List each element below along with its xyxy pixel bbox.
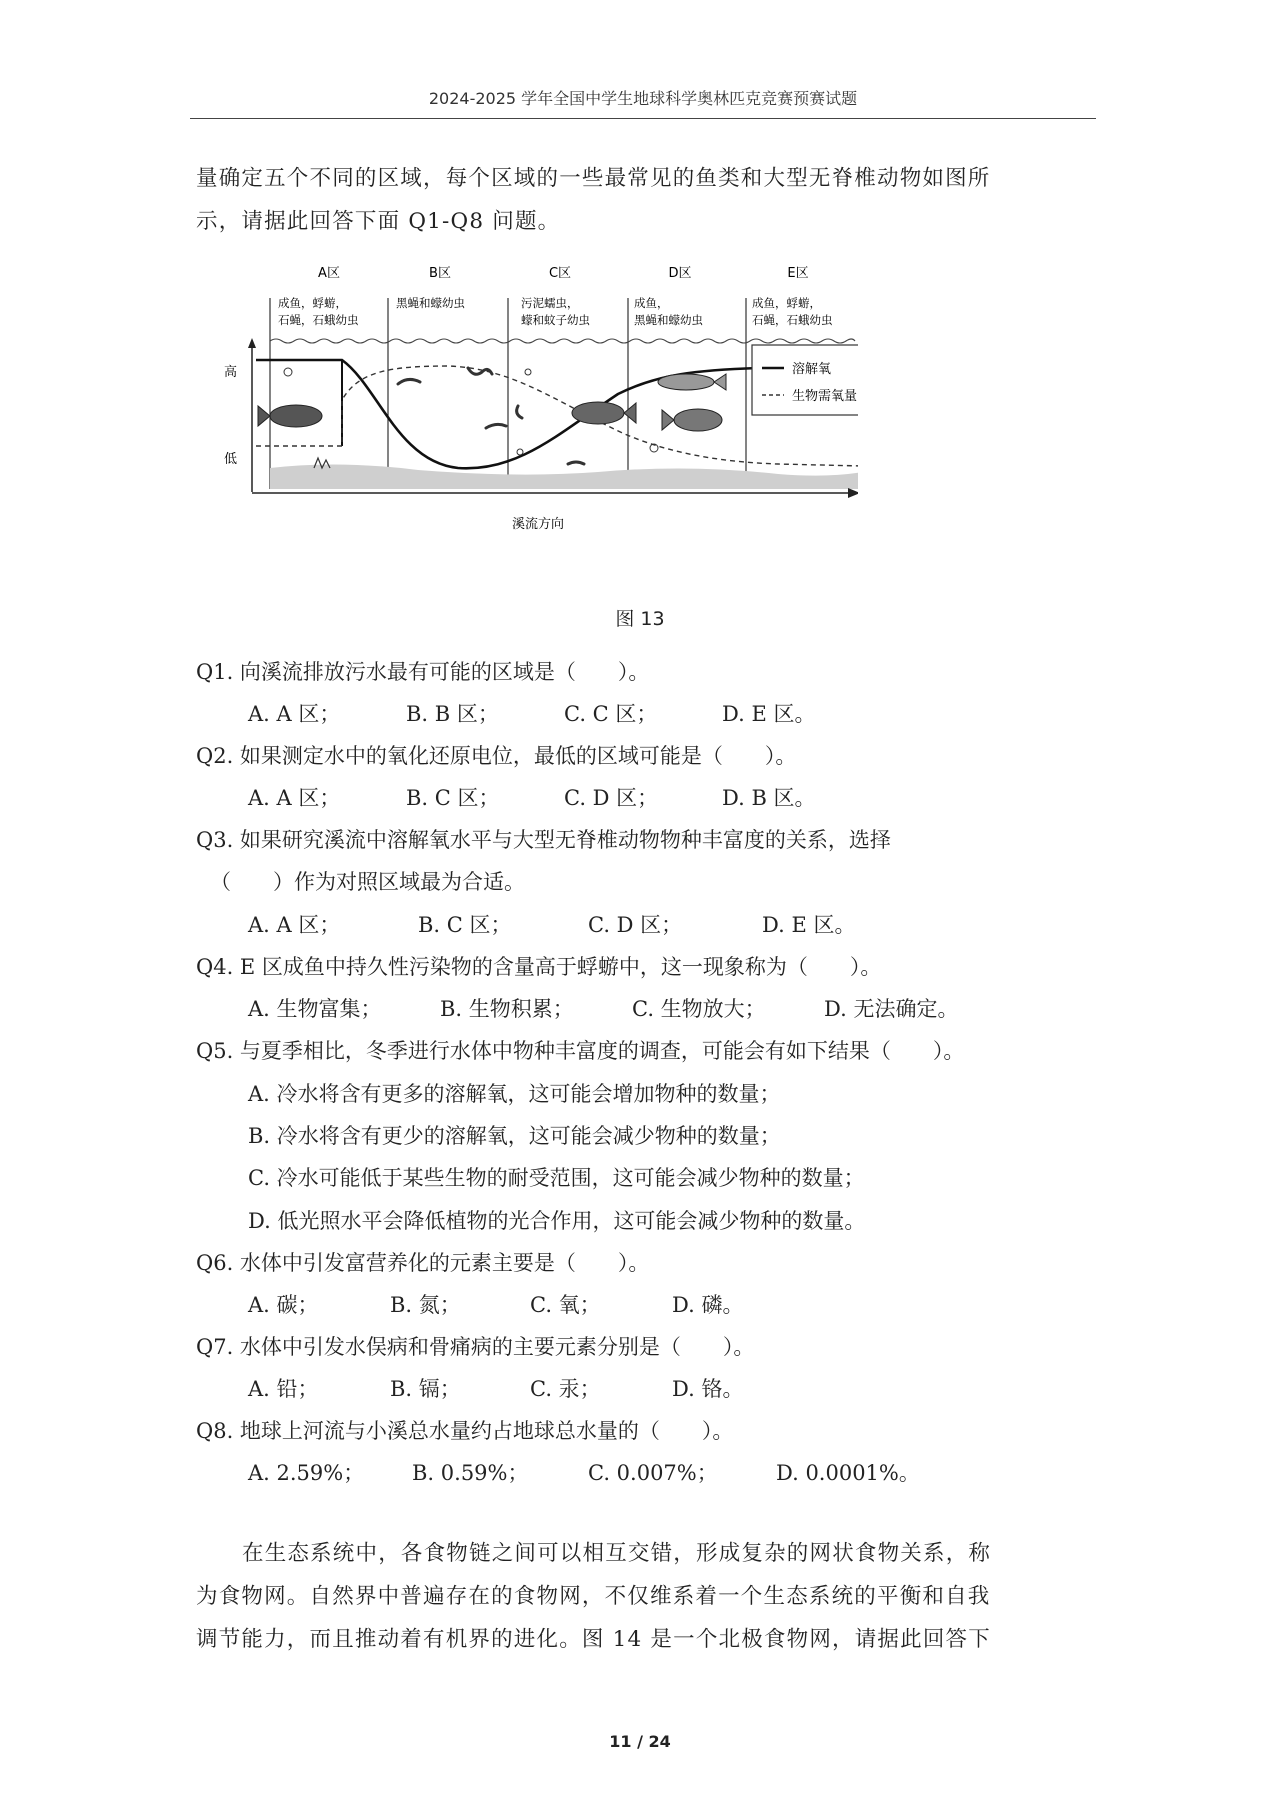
legend-box	[752, 345, 858, 415]
option-b: B. 冷水将含有更少的溶解氧，这可能会减少物种的数量；	[248, 1124, 781, 1148]
figure-caption: 图 13	[615, 608, 665, 630]
question-3-continued: （ ）作为对照区域最为合适。	[210, 870, 525, 894]
question-3: Q3. 如果研究溪流中溶解氧水平与大型无脊椎动物物种丰富度的关系，选择	[196, 828, 891, 852]
page-number: 11 / 24	[609, 1732, 671, 1751]
option-b: B. C 区；	[418, 913, 512, 937]
worm-icon	[468, 368, 492, 374]
zone-label-b: B区	[429, 266, 451, 281]
worm-icon	[517, 406, 522, 418]
stream-zones-figure	[218, 256, 858, 596]
option-b: B. 镉；	[390, 1377, 461, 1401]
zone-e-organisms-2: 石蝇，石蛾幼虫	[752, 313, 833, 327]
option-a: A. A 区；	[248, 702, 341, 726]
fish-icon-zone-e-lower	[662, 409, 722, 431]
option-d: D. 无法确定。	[824, 997, 959, 1021]
option-b: B. B 区；	[406, 702, 499, 726]
option-a: A. 铅；	[248, 1377, 319, 1401]
food-web-line-2: 为食物网。自然界中普遍存在的食物网，不仅维系着一个生态系统的平衡和自我	[196, 1584, 991, 1609]
option-b: B. 0.59%；	[412, 1461, 529, 1485]
option-a: A. 生物富集；	[248, 997, 382, 1021]
zone-label-c: C区	[548, 266, 572, 281]
y-axis-high-label: 高	[224, 365, 238, 380]
zone-a-organisms-2: 石蝇，石蛾幼虫	[278, 313, 359, 327]
question-8: Q8. 地球上河流与小溪总水量约占地球总水量的（ ）。	[196, 1419, 734, 1443]
option-c: C. 汞；	[530, 1377, 601, 1401]
insect-icon	[284, 368, 292, 376]
option-a: A. 碳；	[248, 1293, 319, 1317]
fish-icon-zone-e-upper	[658, 374, 726, 390]
option-c: C. 生物放大；	[632, 997, 766, 1021]
option-b: B. 生物积累；	[440, 997, 574, 1021]
option-c: C. 冷水可能低于某些生物的耐受范围，这可能会减少物种的数量；	[248, 1166, 865, 1190]
option-c: C. D 区；	[564, 786, 659, 810]
food-web-line-1-text: 在生态系统中，各食物链之间可以相互交错，形成复杂的网状食物关系，称	[242, 1541, 992, 1566]
option-b: B. C 区；	[406, 786, 500, 810]
question-5: Q5. 与夏季相比，冬季进行水体中物种丰富度的调查，可能会有如下结果（ ）。	[196, 1039, 965, 1063]
option-d: D. 低光照水平会降低植物的光合作用，这可能会减少物种的数量。	[248, 1209, 866, 1233]
insect-icon	[525, 369, 531, 375]
x-axis-label: 溪流方向	[511, 517, 565, 532]
zone-label-e: E区	[787, 266, 809, 281]
water-surface-wave	[270, 339, 855, 343]
y-axis-low-label: 低	[224, 452, 238, 467]
option-c: C. D 区；	[588, 913, 683, 937]
insect-icon	[517, 449, 523, 455]
header-divider	[190, 118, 1096, 119]
zone-e-organisms-1: 成鱼，蜉蝣，	[752, 296, 821, 310]
zone-d-organisms-2: 黑蝇和蠓幼虫	[634, 313, 703, 327]
option-d: D. 磷。	[672, 1293, 744, 1317]
option-d: D. E 区。	[722, 702, 816, 726]
zone-c-organisms-1: 污泥蠕虫，	[521, 296, 579, 310]
worm-icon	[568, 462, 584, 464]
page-header: 2024-2025 学年全国中学生地球科学奥林匹克竞赛预赛试题	[428, 89, 858, 108]
option-d: D. B 区。	[722, 786, 816, 810]
food-web-line-1	[196, 1532, 1094, 1575]
question-2: Q2. 如果测定水中的氧化还原电位，最低的区域可能是（ ）。	[196, 744, 797, 768]
option-c: C. C 区；	[564, 702, 658, 726]
option-d: D. 铬。	[672, 1377, 744, 1401]
food-web-paragraph	[196, 1532, 1094, 1661]
worm-icon	[398, 379, 420, 384]
option-b: B. 氮；	[390, 1293, 461, 1317]
option-a: A. 2.59%；	[248, 1461, 365, 1485]
worm-icon	[486, 424, 506, 428]
option-a: A. A 区；	[248, 913, 341, 937]
intro-line-1: 量确定五个不同的区域，每个区域的一些最常见的鱼类和大型无脊椎动物如图所	[196, 166, 991, 191]
streambed	[270, 464, 858, 489]
zone-label-a: A区	[318, 266, 340, 281]
zone-d-organisms-1: 成鱼，	[634, 296, 669, 310]
zone-c-organisms-2: 蠓和蚊子幼虫	[521, 313, 590, 327]
food-web-line-3: 调节能力，而且推动着有机界的进化。图 14 是一个北极食物网，请据此回答下	[196, 1627, 991, 1652]
option-d: D. 0.0001%。	[776, 1461, 920, 1485]
legend-bod: 生物需氧量	[792, 389, 858, 404]
zone-a-organisms-1: 成鱼，蜉蝣，	[278, 296, 347, 310]
question-6: Q6. 水体中引发富营养化的元素主要是（ ）。	[196, 1251, 650, 1275]
question-4: Q4. E 区成鱼中持久性污染物的含量高于蜉蝣中，这一现象称为（ ）。	[196, 955, 882, 979]
option-c: C. 0.007%；	[588, 1461, 718, 1485]
worm-icons	[398, 368, 584, 464]
zone-label-d: D区	[668, 266, 692, 281]
option-c: C. 氧；	[530, 1293, 601, 1317]
intro-line-2: 示，请据此回答下面 Q1-Q8 问题。	[196, 209, 561, 234]
zone-b-organisms-1: 黑蝇和蠓幼虫	[396, 296, 465, 310]
option-a: A. A 区；	[248, 786, 341, 810]
legend-dissolved-oxygen: 溶解氧	[792, 362, 832, 377]
y-axis-arrow	[248, 338, 256, 348]
x-axis-arrow	[848, 488, 858, 498]
fish-icon-zone-d	[572, 402, 636, 424]
option-d: D. E 区。	[762, 913, 856, 937]
intro-paragraph	[196, 157, 1094, 243]
question-7: Q7. 水体中引发水俣病和骨痛病的主要元素分别是（ ）。	[196, 1335, 755, 1359]
fish-icon-zone-a	[258, 405, 322, 427]
question-1: Q1. 向溪流排放污水最有可能的区域是（ ）。	[196, 660, 650, 684]
option-a: A. 冷水将含有更多的溶解氧，这可能会增加物种的数量；	[248, 1082, 781, 1106]
